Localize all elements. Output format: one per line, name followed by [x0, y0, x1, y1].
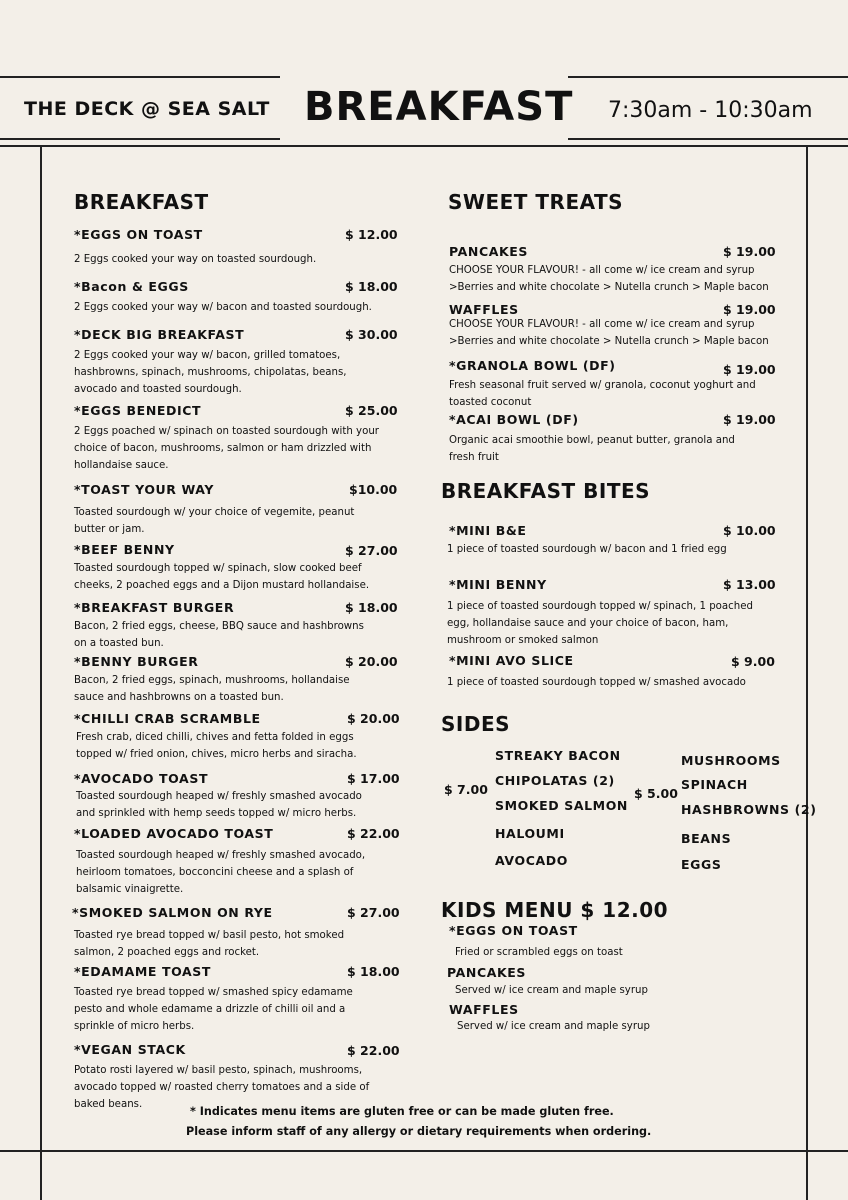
frame-right-line — [806, 145, 808, 1200]
bites-item-desc: 1 piece of toasted sourdough topped w/ spinach, 1 poached egg, hollandaise sauce and your choice of bacon, ham, mushroom or smoked salmon — [447, 601, 753, 646]
breakfast-item-desc: Toasted sourdough topped w/ spinach, slow cooked beef cheeks, 2 poached eggs and a Dijon mustard hollandaise. — [74, 563, 370, 591]
breakfast-item-price: $ 27.00 — [345, 543, 398, 558]
side-item: AVOCADO — [495, 853, 568, 868]
bites-item-price: $ 13.00 — [723, 577, 776, 592]
breakfast-item-name: *VEGAN STACK — [74, 1042, 186, 1057]
breakfast-item-name: *LOADED AVOCADO TOAST — [74, 826, 274, 841]
breakfast-item-desc: Toasted sourdough w/ your choice of vegemite, peanut butter or jam. — [74, 507, 355, 535]
sweet-item-price: $ 19.00 — [723, 244, 776, 259]
breakfast-item-name: *DECK BIG BREAKFAST — [74, 327, 245, 342]
breakfast-item-price: $10.00 — [349, 482, 398, 497]
breakfast-item-desc: Fresh crab, diced chilli, chives and fetta folded in eggs topped w/ fried onion, chives, micro herbs and siracha. — [76, 732, 357, 760]
breakfast-item-desc: 2 Eggs cooked your way on toasted sourdough. — [74, 254, 317, 265]
frame-bottom-line — [0, 1150, 848, 1152]
kids-item-name: *EGGS ON TOAST — [449, 923, 578, 938]
breakfast-item-name: *EGGS BENEDICT — [74, 403, 202, 418]
opening-hours: 7:30am - 10:30am — [608, 98, 813, 123]
gluten-free-note: * Indicates menu items are gluten free or can be made gluten free. — [190, 1105, 614, 1118]
page-title: BREAKFAST — [304, 84, 574, 130]
breakfast-item-desc: Potato rosti layered w/ basil pesto, spinach, mushrooms, avocado topped w/ roasted cherry tomatoes and a side of baked beans. — [74, 1065, 370, 1110]
sweet-item-desc: CHOOSE YOUR FLAVOUR! - all come w/ ice cream and syrup >Berries and white chocolate > Nutella crunch > Maple bacon — [449, 319, 769, 347]
sweet-item-desc: CHOOSE YOUR FLAVOUR! - all come w/ ice cream and syrup >Berries and white chocolate > Nutella crunch > Maple bacon — [449, 265, 769, 293]
bites-item-desc: 1 piece of toasted sourdough w/ bacon and 1 fried egg — [447, 544, 727, 555]
breakfast-item-price: $ 18.00 — [347, 964, 400, 979]
breakfast-bites-heading: BREAKFAST BITES — [441, 479, 651, 503]
side-item: HASHBROWNS (2) — [681, 802, 817, 817]
sweet-item-price: $ 19.00 — [723, 362, 776, 377]
breakfast-item-name: *EGGS ON TOAST — [74, 227, 203, 242]
breakfast-item-name: *BEEF BENNY — [74, 542, 175, 557]
breakfast-item-desc: 2 Eggs cooked your way w/ bacon, grilled tomatoes, hashbrowns, spinach, mushrooms, chipolatas, beans, avocado and toasted sourdough. — [74, 350, 347, 395]
breakfast-item-price: $ 20.00 — [347, 711, 400, 726]
breakfast-item-price: $ 20.00 — [345, 654, 398, 669]
breakfast-item-name: *AVOCADO TOAST — [74, 771, 209, 786]
header-rule-right-bottom — [568, 138, 848, 140]
breakfast-item-price: $ 18.00 — [345, 600, 398, 615]
side-item: HALOUMI — [495, 826, 565, 841]
breakfast-item-desc: Toasted rye bread topped w/ smashed spicy edamame pesto and whole edamame a drizzle of chilli oil and a sprinkle of micro herbs. — [74, 987, 353, 1032]
bites-item-name: *MINI AVO SLICE — [449, 653, 574, 668]
breakfast-item-name: *CHILLI CRAB SCRAMBLE — [74, 711, 261, 726]
kids-item-desc: Fried or scrambled eggs on toast — [455, 947, 623, 958]
breakfast-item-name: *SMOKED SALMON ON RYE — [72, 905, 273, 920]
breakfast-item-name: *EDAMAME TOAST — [74, 964, 211, 979]
kids-item-name: WAFFLES — [449, 1002, 519, 1017]
bites-item-desc: 1 piece of toasted sourdough topped w/ smashed avocado — [447, 677, 746, 688]
breakfast-item-desc: Bacon, 2 fried eggs, cheese, BBQ sauce and hashbrowns on a toasted bun. — [74, 621, 364, 649]
breakfast-item-desc: 2 Eggs poached w/ spinach on toasted sourdough with your choice of bacon, mushrooms, salmon or ham drizzled with hollandaise sauce. — [74, 426, 379, 471]
breakfast-item-price: $ 17.00 — [347, 771, 400, 786]
side-item: STREAKY BACON — [495, 748, 621, 763]
side-item: SPINACH — [681, 777, 748, 792]
breakfast-item-price: $ 30.00 — [345, 327, 398, 342]
sweet-item-desc: Organic acai smoothie bowl, peanut butter, granola and fresh fruit — [449, 435, 735, 463]
breakfast-item-desc: Toasted rye bread topped w/ basil pesto, hot smoked salmon, 2 poached eggs and rocket. — [74, 930, 345, 958]
breakfast-item-price: $ 25.00 — [345, 403, 398, 418]
breakfast-item-price: $ 22.00 — [347, 1043, 400, 1058]
breakfast-item-price: $ 22.00 — [347, 826, 400, 841]
sweet-item-price: $ 19.00 — [723, 302, 776, 317]
frame-left-line — [40, 145, 42, 1200]
sweet-item-name: *ACAI BOWL (DF) — [449, 412, 579, 427]
bites-item-price: $ 9.00 — [731, 654, 775, 669]
breakfast-item-desc: Toasted sourdough heaped w/ freshly smashed avocado, heirloom tomatoes, bocconcini cheese and a splash of balsamic vinaigrette. — [76, 850, 366, 895]
bites-item-name: *MINI B&E — [449, 523, 527, 538]
breakfast-heading: BREAKFAST — [74, 190, 209, 214]
breakfast-item-price: $ 18.00 — [345, 279, 398, 294]
side-item: EGGS — [681, 857, 722, 872]
header-rule-left-bottom — [0, 138, 280, 140]
side-item: CHIPOLATAS (2) — [495, 773, 615, 788]
sides-heading: SIDES — [441, 712, 511, 736]
breakfast-item-price: $ 12.00 — [345, 227, 398, 242]
venue-name: THE DECK @ SEA SALT — [24, 98, 270, 120]
allergy-note: Please inform staff of any allergy or dietary requirements when ordering. — [186, 1125, 652, 1138]
sweet-treats-heading: SWEET TREATS — [448, 190, 624, 214]
breakfast-item-desc: Bacon, 2 fried eggs, spinach, mushrooms, hollandaise sauce and hashbrowns on a toasted bun. — [74, 675, 350, 703]
sides-price-a: $ 7.00 — [444, 782, 488, 797]
bites-item-price: $ 10.00 — [723, 523, 776, 538]
kids-item-desc: Served w/ ice cream and maple syrup — [455, 985, 648, 996]
sweet-item-name: *GRANOLA BOWL (DF) — [449, 358, 616, 373]
breakfast-item-name: *BENNY BURGER — [74, 654, 199, 669]
sweet-item-desc: Fresh seasonal fruit served w/ granola, coconut yoghurt and toasted coconut — [449, 380, 756, 408]
header-rule-right-top — [568, 76, 848, 78]
breakfast-item-name: *TOAST YOUR WAY — [74, 482, 215, 497]
header-rule-left-top — [0, 76, 280, 78]
kids-item-desc: Served w/ ice cream and maple syrup — [457, 1021, 650, 1032]
side-item: MUSHROOMS — [681, 753, 781, 768]
kids-menu-heading: KIDS MENU $ 12.00 — [441, 898, 669, 922]
sweet-item-price: $ 19.00 — [723, 412, 776, 427]
sides-price-b: $ 5.00 — [634, 786, 678, 801]
side-item: BEANS — [681, 831, 732, 846]
breakfast-item-price: $ 27.00 — [347, 905, 400, 920]
breakfast-item-desc: Toasted sourdough heaped w/ freshly smashed avocado and sprinkled with hemp seeds topped w/ micro herbs. — [76, 791, 362, 819]
breakfast-item-name: *BREAKFAST BURGER — [74, 600, 235, 615]
frame-top-line — [0, 145, 848, 147]
sweet-item-name: PANCAKES — [449, 244, 529, 259]
sweet-item-name: WAFFLES — [449, 302, 519, 317]
breakfast-item-desc: 2 Eggs cooked your way w/ bacon and toasted sourdough. — [74, 302, 372, 313]
side-item: SMOKED SALMON — [495, 798, 628, 813]
bites-item-name: *MINI BENNY — [449, 577, 547, 592]
breakfast-item-name: *Bacon & EGGS — [74, 279, 189, 294]
kids-item-name: PANCAKES — [447, 965, 527, 980]
